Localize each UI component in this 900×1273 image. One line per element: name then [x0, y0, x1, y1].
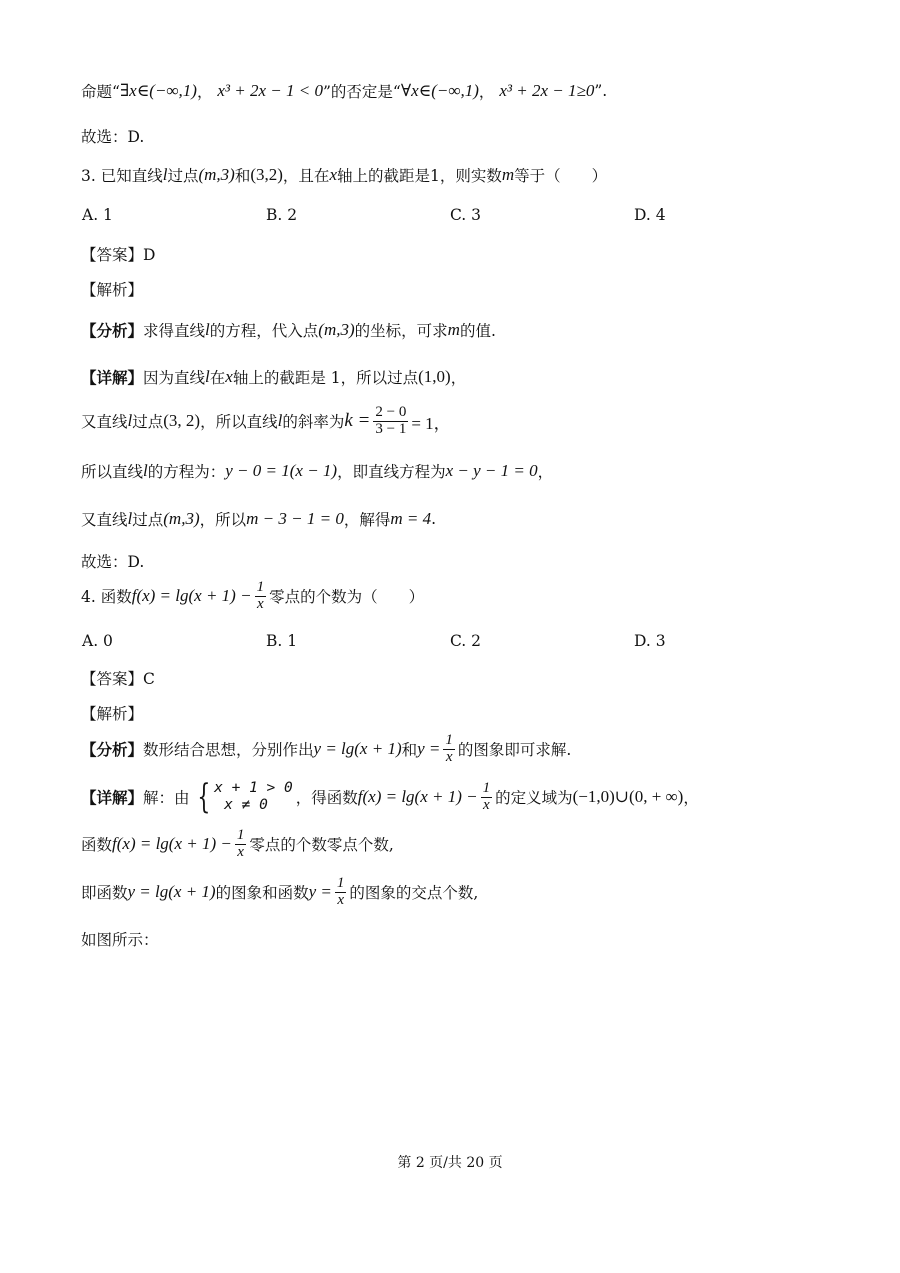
text: ，所以	[199, 511, 247, 529]
text: 又直线	[81, 413, 128, 432]
page-footer: 第 2 页/共 20 页	[397, 1155, 503, 1171]
option-d: D. 4	[634, 206, 666, 224]
analysis-tag: 【分析】	[81, 740, 144, 760]
option-b: B. 1	[266, 632, 298, 650]
numerator: 1	[236, 827, 245, 843]
text: 4. 函数	[81, 588, 132, 607]
text: 在	[209, 369, 226, 387]
option-c: C. 2	[450, 632, 482, 650]
system-row: x ≠ 0	[224, 797, 268, 813]
text: 的图象的交点个数,	[349, 884, 479, 903]
text: .	[431, 510, 437, 528]
denominator: x	[237, 843, 244, 860]
text: ”的否定是“	[323, 83, 401, 101]
math: l	[127, 411, 133, 431]
text: 所以直线	[81, 463, 144, 481]
text: ，	[683, 789, 699, 807]
system-row: x + 1 > 0	[214, 780, 293, 797]
math: f(x) = lg(x + 1) −	[357, 787, 478, 806]
text: ，且在	[282, 167, 330, 185]
q3-detail-2	[81, 405, 870, 438]
text: 过点	[132, 413, 164, 432]
math: (m,3)	[198, 165, 235, 184]
math: y =	[417, 739, 441, 759]
math: y = lg(x + 1)	[127, 882, 216, 902]
math: x³ + 2x − 1 < 0	[217, 81, 323, 100]
q4-detail-4	[81, 928, 870, 950]
text: 故选：D.	[81, 553, 145, 571]
q4-detail-3	[81, 876, 870, 909]
option-c: C. 3	[450, 206, 482, 224]
text: 即函数	[81, 884, 128, 903]
text: 3. 已知直线	[81, 167, 163, 185]
math: l	[205, 320, 210, 339]
q3-select	[81, 550, 870, 572]
text: 等于（ ）	[514, 167, 608, 185]
detail-tag: 【详解】	[81, 788, 144, 807]
math: x³ + 2x − 1≥0	[499, 81, 595, 100]
text: ，所以直线	[200, 413, 278, 432]
fraction	[235, 828, 247, 861]
text: 命题“	[81, 83, 120, 101]
math: l	[127, 509, 133, 528]
text: 过点	[132, 511, 164, 529]
analysis-tag: 【分析】	[81, 321, 144, 340]
denominator: x	[256, 595, 264, 612]
math: k =	[344, 410, 371, 432]
math: f(x) = lg(x + 1) −	[131, 586, 252, 606]
numerator: 2 − 0	[375, 404, 407, 420]
text: 故选：D.	[81, 128, 145, 146]
math: ∃x∈(−∞,1)	[119, 81, 197, 100]
text: 如图所示：	[81, 931, 159, 949]
text: 函数	[81, 836, 113, 855]
math: y − 0 = 1(x − 1)	[225, 461, 338, 480]
numerator: 1	[336, 875, 345, 891]
math: ∀x∈(−∞,1)	[400, 81, 479, 100]
math: y =	[308, 882, 332, 902]
fraction	[335, 876, 347, 909]
math: m	[501, 165, 515, 184]
text: ，得函数	[295, 789, 358, 807]
question-4	[81, 580, 870, 613]
text: 【解析】	[81, 705, 144, 723]
text: 的图象和函数	[215, 884, 309, 903]
answer-label	[81, 243, 870, 265]
detail-tag: 【详解】	[81, 368, 144, 387]
math: m = 4	[390, 509, 432, 528]
negation-statement: 命题“ ∃x∈(−∞,1) ， x³ + 2x − 1 < 0 ”的否定是“ ∀x∈(−∞,1) ， x³ + 2x − 1≥0 ”.	[81, 81, 608, 101]
option-a: A. 0	[82, 632, 113, 650]
text: 和	[234, 167, 251, 185]
text: 和	[401, 741, 418, 760]
text: 【解析】	[81, 281, 144, 299]
text: 数形结合思想，分别作出	[143, 741, 314, 760]
text: 轴上的截距是 1，所以过点	[232, 369, 419, 387]
text: 的方程，代入点	[209, 322, 319, 340]
q4-detail-2	[81, 828, 870, 861]
text: 【答案】D	[81, 246, 156, 264]
denominator: x	[337, 891, 344, 908]
text: ，解得	[343, 511, 391, 529]
math: (1,0)	[418, 367, 451, 386]
math: (m,3)	[318, 320, 355, 339]
text: 解：由	[143, 789, 190, 807]
text: 轴上的截距是1，则实数	[336, 167, 502, 185]
text: 零点的个数为（ ）	[269, 588, 425, 607]
math: x	[329, 165, 337, 184]
math: = 1，	[411, 413, 451, 433]
denominator: 3 − 1	[375, 420, 407, 437]
denominator: x	[445, 748, 453, 765]
numerator: 1	[445, 732, 453, 748]
text: 零点的个数零点个数,	[249, 836, 394, 855]
text: ”.	[594, 82, 608, 100]
math: l	[143, 461, 148, 480]
answer-select	[81, 125, 870, 147]
text: 【答案】C	[81, 670, 155, 688]
option-b: B. 2	[266, 206, 298, 224]
text: 因为直线	[143, 369, 206, 387]
math: m	[447, 320, 460, 339]
math: (m,3)	[163, 509, 200, 528]
math: x	[225, 367, 233, 386]
q3-detail-3	[81, 460, 870, 482]
text: 过点	[167, 167, 199, 185]
slope-fraction	[373, 405, 408, 438]
text: 的方程为：	[147, 463, 226, 481]
text: ，	[450, 369, 467, 387]
option-a: A. 1	[82, 206, 113, 224]
math: l	[162, 165, 168, 184]
q3-detail-1	[81, 366, 870, 388]
math: y = lg(x + 1)	[313, 739, 402, 759]
analysis-label	[81, 702, 870, 724]
math: (3, 2)	[163, 411, 201, 431]
question-3	[81, 164, 870, 186]
fraction	[443, 733, 455, 766]
math: f(x) = lg(x + 1) −	[112, 834, 232, 854]
text: 的定义域为	[495, 789, 573, 807]
text: ，即直线方程为	[337, 463, 446, 481]
text: 求得直线	[143, 322, 206, 340]
q4-analysis	[81, 733, 870, 766]
math: m − 3 − 1 = 0	[246, 509, 344, 528]
fraction	[255, 580, 267, 613]
text: 又直线	[81, 511, 128, 529]
denominator: x	[483, 796, 490, 813]
math: l	[205, 367, 210, 386]
math: (3,2)	[250, 165, 283, 184]
text: 的图象即可求解.	[457, 741, 572, 760]
numerator: 1	[256, 579, 265, 595]
math: (−1,0)∪(0, + ∞)	[572, 787, 684, 806]
text: 的坐标，可求	[354, 322, 448, 340]
option-d: D. 3	[634, 632, 666, 650]
q3-analysis	[81, 319, 870, 341]
numerator: 1	[482, 779, 491, 796]
math: x − y − 1 = 0	[445, 461, 538, 480]
text: 的斜率为	[282, 413, 345, 432]
text: 的值.	[459, 322, 496, 340]
analysis-label	[81, 278, 870, 300]
fraction	[481, 781, 493, 814]
text: ，	[537, 463, 554, 481]
answer-label	[81, 667, 870, 689]
q3-detail-4	[81, 508, 870, 530]
q4-detail-1	[81, 777, 870, 817]
math: l	[277, 411, 283, 431]
inequality-system: { x + 1 > 0 x ≠ 0	[196, 777, 293, 817]
